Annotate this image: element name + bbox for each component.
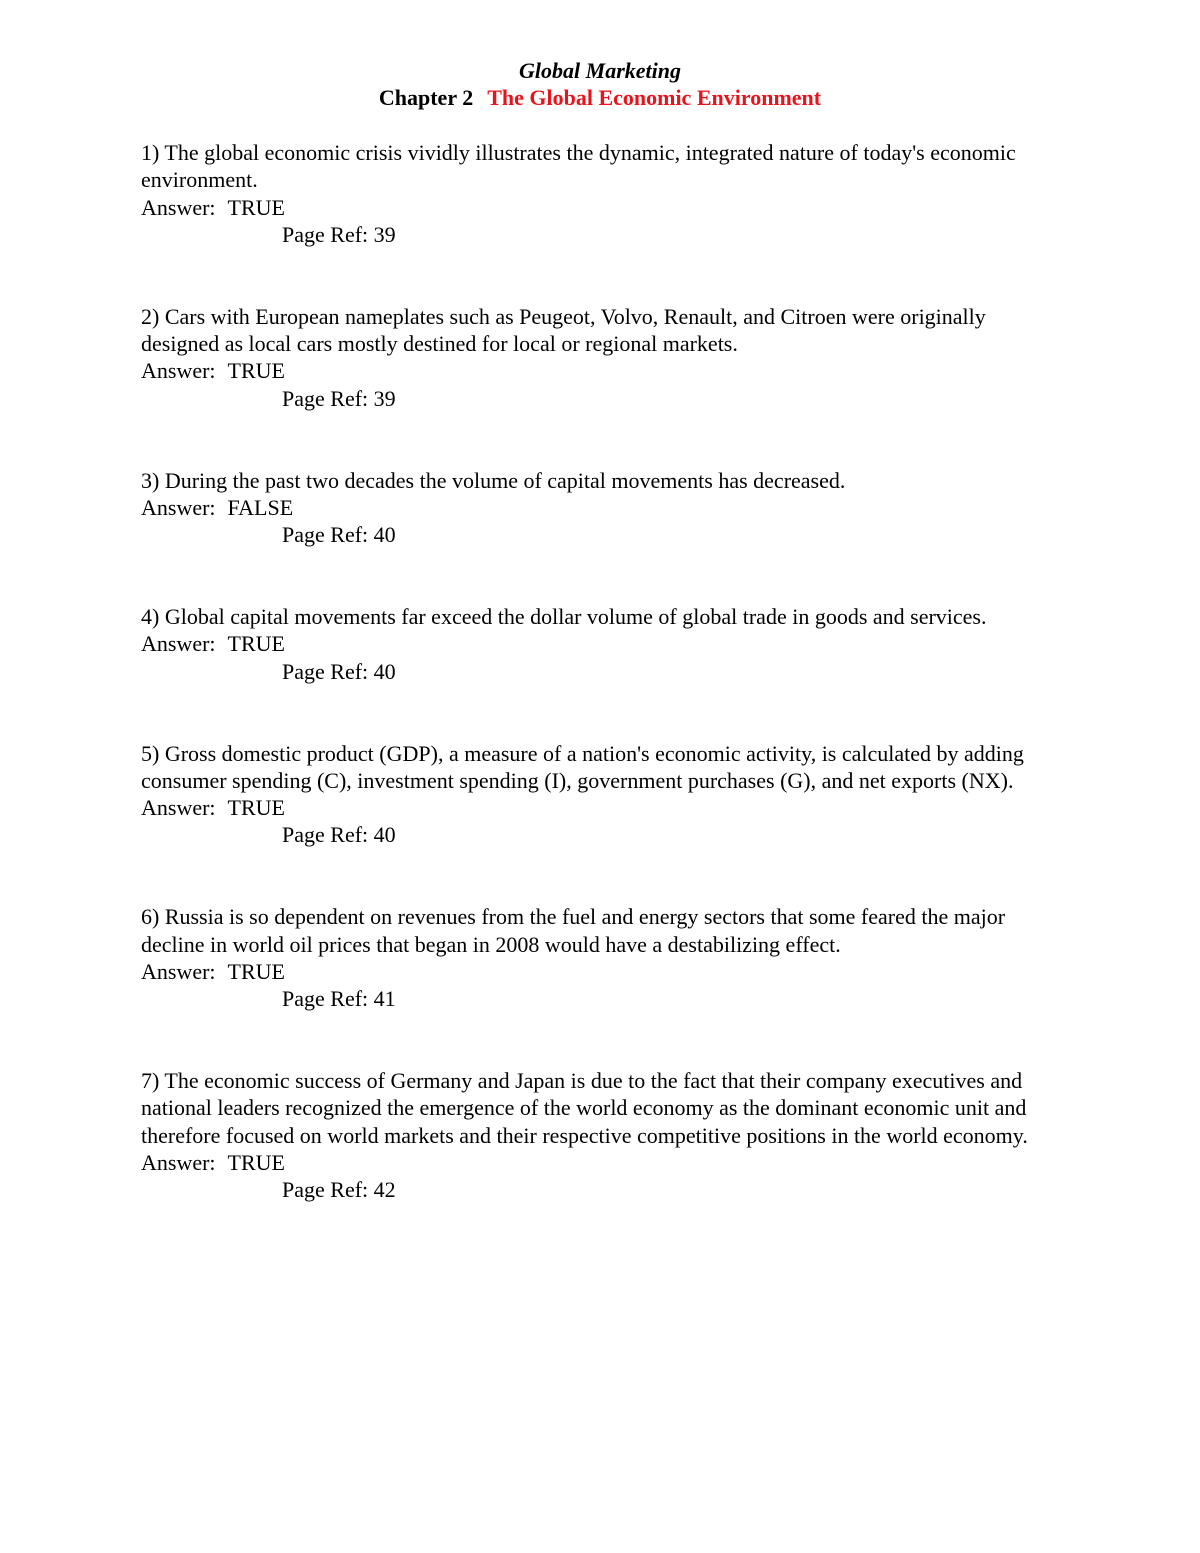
answer-value: TRUE [227, 194, 285, 220]
question-item [141, 139, 1061, 248]
answer-line [141, 1149, 1061, 1176]
page-ref: Page Ref: 40 [282, 822, 396, 848]
question-item [141, 603, 1061, 685]
page-ref: Page Ref: 40 [282, 658, 396, 684]
page-ref: Page Ref: 42 [282, 1177, 396, 1203]
answer-line [141, 958, 1061, 985]
answer-value: TRUE [227, 958, 285, 984]
answer-label: Answer: [141, 1149, 216, 1175]
answer-value: TRUE [227, 795, 285, 821]
page-ref: Page Ref: 39 [282, 221, 396, 247]
chapter-heading [0, 84, 1200, 111]
answer-line [141, 357, 1061, 384]
question-text: 7) The economic success of Germany and Japan is due to the fact that their company executives and national leaders recognized the emergence of the world economy as the dominant economic unit and therefore focused on world markets and their respective competitive positions in the world economy. [141, 1068, 1028, 1148]
answer-label: Answer: [141, 194, 216, 220]
answer-value: TRUE [227, 358, 285, 384]
page-ref: Page Ref: 41 [282, 986, 396, 1012]
question-item [141, 303, 1061, 412]
question-item [141, 903, 1061, 1012]
answer-line [141, 630, 1061, 657]
answer-line [141, 494, 1061, 521]
question-item [141, 1067, 1061, 1203]
answer-line [141, 194, 1061, 221]
question-item [141, 467, 1061, 549]
question-text: 4) Global capital movements far exceed the dollar volume of global trade in goods and services. [141, 604, 987, 630]
answer-value: TRUE [227, 631, 285, 657]
question-text: 2) Cars with European nameplates such as Peugeot, Volvo, Renault, and Citroen were originally designed as local cars mostly destined for local or regional markets. [141, 303, 986, 357]
question-text: 6) Russia is so dependent on revenues from the fuel and energy sectors that some feared the major decline in world oil prices that began in 2008 would have a destabilizing effect. [141, 904, 1006, 957]
question-text: 1) The global economic crisis vividly illustrates the dynamic, integrated nature of today's economic environment. [141, 140, 1016, 193]
answer-label: Answer: [141, 795, 216, 821]
answer-label: Answer: [141, 631, 216, 657]
page-ref: Page Ref: 40 [282, 522, 396, 548]
question-item [141, 740, 1061, 849]
chapter-title: The Global Economic Environment [487, 85, 822, 110]
answer-value: TRUE [227, 1149, 285, 1175]
question-text: 3) During the past two decades the volume of capital movements has decreased. [141, 467, 846, 493]
answer-label: Answer: [141, 958, 216, 984]
page-ref: Page Ref: 39 [282, 385, 396, 411]
answer-label: Answer: [141, 358, 216, 384]
question-list [141, 139, 1061, 1204]
chapter-label: Chapter 2 [378, 85, 474, 110]
question-text: 5) Gross domestic product (GDP), a measure of a nation's economic activity, is calculated by adding consumer spending (C), investment spending (I), government purchases (G), and net exports (NX). [141, 740, 1024, 793]
answer-value: FALSE [227, 494, 294, 520]
document-title: Global Marketing [519, 58, 681, 83]
answer-line [141, 794, 1061, 821]
answer-label: Answer: [141, 494, 216, 520]
